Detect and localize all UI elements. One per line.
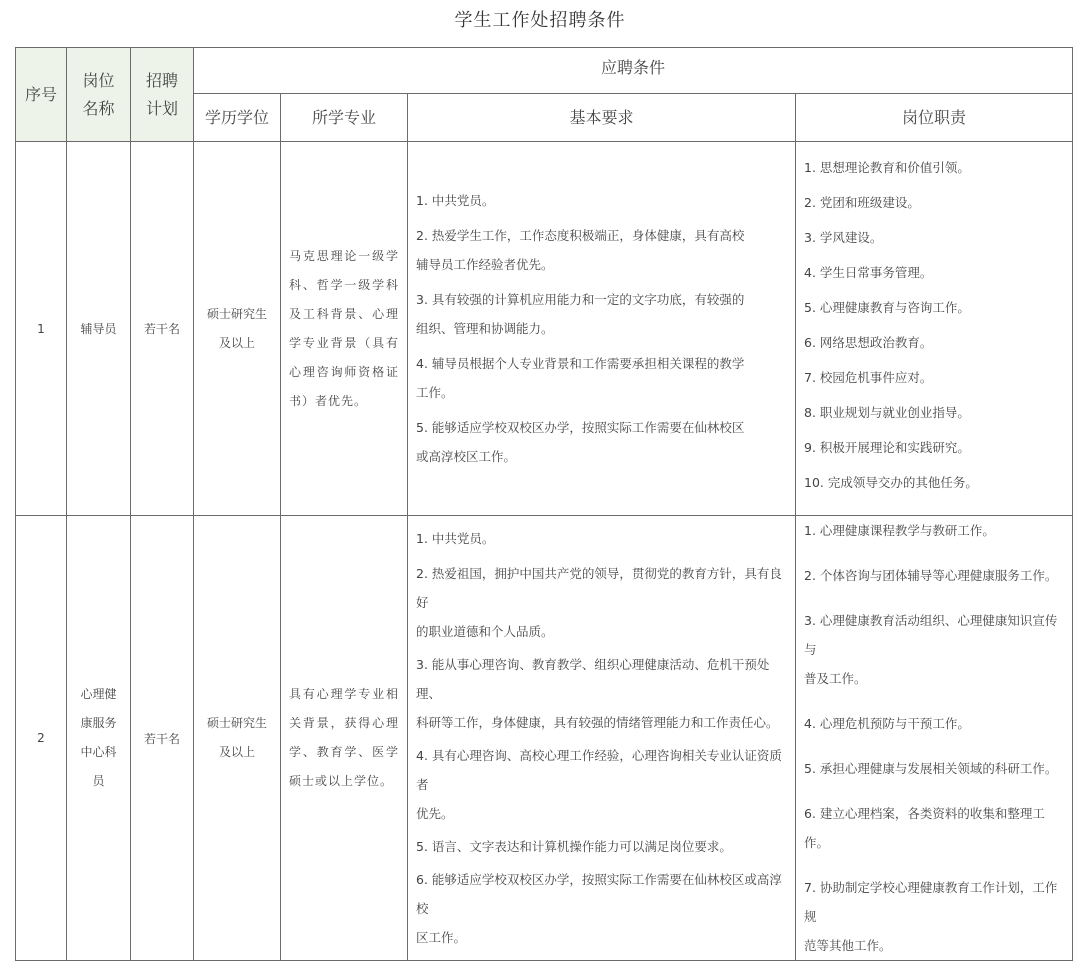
- list-item: 6. 能够适应学校双校区办学，按照实际工作需要在仙林校区或高淳校: [416, 872, 782, 916]
- header-conditions: 应聘条件: [194, 48, 1073, 94]
- list-item: 8. 职业规划与就业创业指导。: [804, 405, 970, 420]
- list-item: 范等其他工作。: [804, 938, 892, 953]
- list-item: 9. 积极开展理论和实践研究。: [804, 440, 970, 455]
- list-item: 7. 校园危机事件应对。: [804, 370, 933, 385]
- row1-post: 辅导员: [67, 142, 131, 516]
- row2-post-line1: 心理健: [80, 687, 117, 701]
- row2-seq: 2: [16, 516, 67, 961]
- list-item: 辅导员工作经验者优先。: [416, 257, 554, 272]
- header-seq: 序号: [16, 48, 67, 142]
- header-plan: [131, 48, 194, 142]
- list-item: 组织、管理和协调能力。: [416, 321, 554, 336]
- list-item: 6. 网络思想政治教育。: [804, 335, 933, 350]
- list-item: 或高淳校区工作。: [416, 449, 517, 464]
- list-item: 的职业道德和个人品质。: [416, 624, 554, 639]
- list-item: 优先。: [416, 806, 454, 821]
- row1-duties: [796, 142, 1073, 516]
- header-degree: 学历学位: [194, 94, 281, 142]
- list-item: 2. 党团和班级建设。: [804, 195, 920, 210]
- list-item: 1. 中共党员。: [416, 531, 495, 546]
- row2-degree-line2: 及以上: [218, 745, 255, 759]
- list-item: 4. 学生日常事务管理。: [804, 265, 933, 280]
- list-item: 5. 能够适应学校双校区办学，按照实际工作需要在仙林校区: [416, 420, 745, 435]
- list-item: 10. 完成领导交办的其他任务。: [804, 475, 978, 490]
- row1-degree-line2: 及以上: [218, 335, 255, 350]
- row1-major-cell: [281, 142, 408, 516]
- list-item: 2. 热爱祖国，拥护中国共产党的领导，贯彻党的教育方针，具有良好: [416, 566, 782, 610]
- list-item: 6. 建立心理档案，各类资料的收集和整理工作。: [804, 806, 1045, 850]
- list-item: 工作。: [416, 385, 454, 400]
- list-item: 4. 具有心理咨询、高校心理工作经验，心理咨询相关专业认证资质者: [416, 748, 782, 792]
- list-item: 3. 心理健康教育活动组织、心理健康知识宣传与: [804, 613, 1058, 657]
- row1-plan: 若干名: [131, 142, 194, 516]
- list-item: 区工作。: [416, 930, 467, 945]
- list-item: 5. 心理健康教育与咨询工作。: [804, 300, 970, 315]
- row1-major: 马克思理论一级学科、哲学一级学科及工科背景、心理学专业背景（具有心理咨询师资格证书）者优先。: [289, 248, 399, 408]
- row2-post: [67, 516, 131, 961]
- row2-degree: [194, 516, 281, 961]
- row2-duties: [796, 516, 1073, 961]
- list-item: 5. 语言、文字表达和计算机操作能力可以满足岗位要求。: [416, 839, 732, 854]
- row2-major: 具有心理学专业相关背景，获得心理学、教育学、医学硕士或以上学位。: [289, 687, 399, 788]
- row1-basic: [408, 142, 796, 516]
- header-major: 所学专业: [281, 94, 408, 142]
- row2-degree-line1: 硕士研究生: [206, 716, 267, 730]
- header-plan-line2: 计划: [145, 98, 178, 118]
- list-item: 2. 个体咨询与团体辅导等心理健康服务工作。: [804, 568, 1058, 583]
- list-item: 1. 思想理论教育和价值引领。: [804, 160, 970, 175]
- row1-degree-line1: 硕士研究生: [206, 306, 267, 321]
- header-basic: 基本要求: [408, 94, 796, 142]
- row2-plan: 若干名: [131, 516, 194, 961]
- list-item: 4. 辅导员根据个人专业背景和工作需要承担相关课程的教学: [416, 356, 745, 371]
- header-duties: 岗位职责: [796, 94, 1073, 142]
- row2-basic: [408, 516, 796, 961]
- row2-major-cell: [281, 516, 408, 961]
- table-row: [16, 516, 1073, 961]
- header-post-line2: 名称: [82, 98, 115, 118]
- list-item: 1. 中共党员。: [416, 193, 495, 208]
- row2-post-line2: 康服务: [80, 716, 117, 730]
- list-item: 7. 协助制定学校心理健康教育工作计划，工作规: [804, 880, 1058, 924]
- list-item: 1. 心理健康课程教学与教研工作。: [804, 523, 995, 538]
- row2-post-line3: 中心科: [80, 745, 117, 759]
- header-plan-line1: 招聘: [145, 70, 178, 90]
- list-item: 3. 能从事心理咨询、教育教学、组织心理健康活动、危机干预处理、: [416, 657, 770, 701]
- header-post: [67, 48, 131, 142]
- list-item: 2. 热爱学生工作，工作态度积极端正，身体健康，具有高校: [416, 228, 745, 243]
- list-item: 普及工作。: [804, 671, 867, 686]
- list-item: 5. 承担心理健康与发展相关领域的科研工作。: [804, 761, 1058, 776]
- table-row: [16, 142, 1073, 516]
- recruitment-table: [15, 47, 1073, 961]
- header-post-line1: 岗位: [82, 70, 115, 90]
- list-item: 3. 具有较强的计算机应用能力和一定的文字功底，有较强的: [416, 292, 745, 307]
- list-item: 3. 学风建设。: [804, 230, 883, 245]
- row2-post-line4: 员: [92, 774, 105, 788]
- list-item: 4. 心理危机预防与干预工作。: [804, 716, 970, 731]
- row1-degree: [194, 142, 281, 516]
- list-item: 科研等工作，身体健康，具有较强的情绪管理能力和工作责任心。: [416, 715, 779, 730]
- page-title: 学生工作处招聘条件: [454, 10, 626, 31]
- row1-seq: 1: [16, 142, 67, 516]
